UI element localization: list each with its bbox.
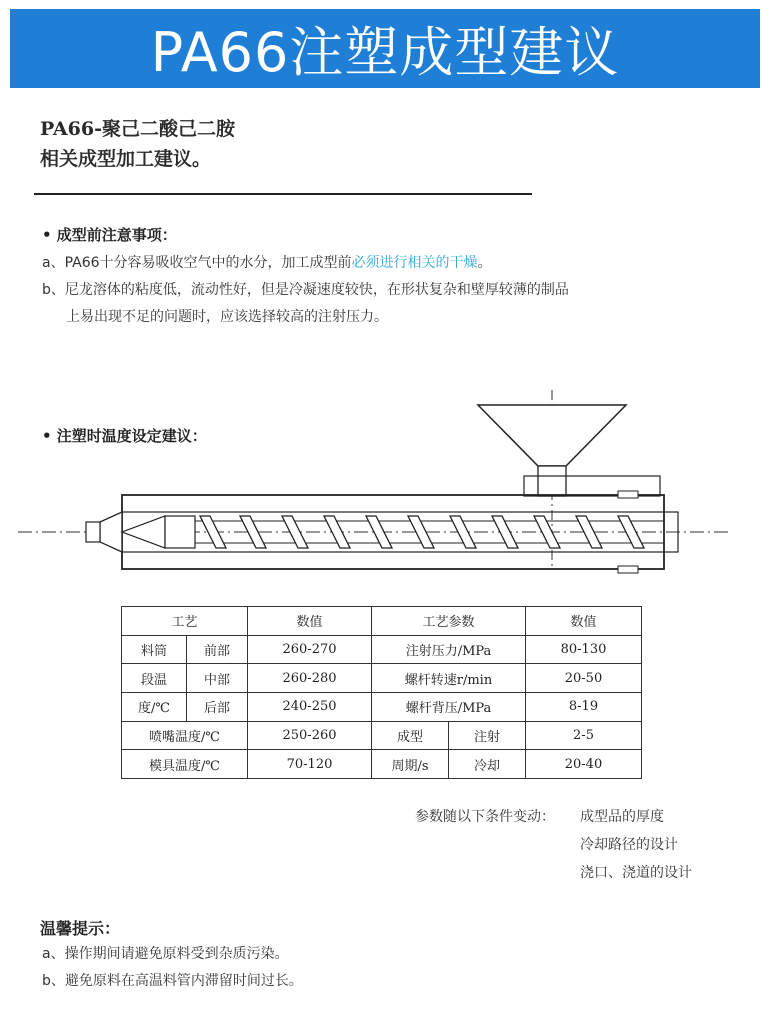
table-header-row bbox=[122, 607, 642, 636]
item-a-highlight: 必须进行相关的干燥 bbox=[351, 255, 478, 271]
heater-band-top bbox=[618, 491, 638, 498]
nozzle-temp-label: 喷嘴温度/℃ bbox=[122, 721, 248, 750]
cycle-cooling: 冷却 bbox=[449, 750, 526, 779]
hopper bbox=[478, 405, 626, 466]
cycle-injection: 注射 bbox=[449, 721, 526, 750]
zone-front: 前部 bbox=[187, 635, 248, 664]
temperature-title: • 注塑时温度设定建议： bbox=[42, 427, 207, 445]
value-back-pressure: 8-19 bbox=[526, 692, 642, 721]
injection-machine-diagram bbox=[0, 380, 770, 600]
cycle-cooling-value: 20-40 bbox=[526, 750, 642, 779]
page-heading bbox=[40, 114, 235, 174]
pre-molding-title: • 成型前注意事项： bbox=[42, 226, 177, 244]
page-banner bbox=[10, 9, 760, 88]
hopper-throat bbox=[538, 466, 566, 496]
cycle-label-1: 成型 bbox=[372, 721, 449, 750]
table-row bbox=[122, 692, 642, 721]
check-ring bbox=[165, 516, 195, 548]
banner-title: PA66注塑成型建议 bbox=[150, 21, 620, 84]
cycle-label-2: 周期/s bbox=[372, 750, 449, 779]
barrel-label-3: 度/℃ bbox=[122, 692, 187, 721]
pre-molding-item-a bbox=[42, 250, 492, 276]
tips-title: 温馨提示： bbox=[40, 919, 121, 938]
header-process: 工艺 bbox=[122, 607, 248, 636]
header-value: 数值 bbox=[248, 607, 372, 636]
condition-item: 成型品的厚度 bbox=[580, 809, 664, 825]
heading-divider bbox=[34, 193, 532, 195]
zone-middle: 中部 bbox=[187, 664, 248, 693]
nozzle-temp-value: 250-260 bbox=[248, 721, 372, 750]
header-param: 工艺参数 bbox=[372, 607, 526, 636]
cycle-injection-value: 2-5 bbox=[526, 721, 642, 750]
heading-line-2: 相关成型加工建议。 bbox=[40, 148, 212, 170]
heater-band-bottom bbox=[618, 566, 638, 573]
mold-temp-value: 70-120 bbox=[248, 750, 372, 779]
condition-item: 冷却路径的设计 bbox=[580, 837, 678, 853]
nozzle-tip bbox=[86, 522, 100, 542]
value-screw-speed: 20-50 bbox=[526, 664, 642, 693]
value-front: 260-270 bbox=[248, 635, 372, 664]
param-injection-pressure: 注射压力/MPa bbox=[372, 635, 526, 664]
tip-item-a: a、操作期间请避免原料受到杂质污染。 bbox=[42, 946, 289, 962]
pre-molding-item-b-line2: 上易出现不足的问题时，应该选择较高的注射压力。 bbox=[66, 309, 388, 325]
value-rear: 240-250 bbox=[248, 692, 372, 721]
barrel-label-1: 料筒 bbox=[122, 635, 187, 664]
mold-temp-label: 模具温度/℃ bbox=[122, 750, 248, 779]
nozzle bbox=[100, 512, 122, 552]
tip-item-b: b、避免原料在高温料管内滞留时间过长。 bbox=[42, 973, 303, 989]
item-a-suffix: 。 bbox=[477, 255, 492, 271]
value-middle: 260-280 bbox=[248, 664, 372, 693]
process-parameter-table bbox=[121, 606, 642, 779]
value-injection-pressure: 80-130 bbox=[526, 635, 642, 664]
param-back-pressure: 螺杆背压/MPa bbox=[372, 692, 526, 721]
barrel-label-2: 段温 bbox=[122, 664, 187, 693]
item-a-text: a、PA66十分容易吸收空气中的水分，加工成型前 bbox=[42, 255, 352, 271]
table-row bbox=[122, 721, 642, 750]
conditions-label: 参数随以下条件变动： bbox=[415, 809, 555, 825]
header-param-value: 数值 bbox=[526, 607, 642, 636]
screw-tip bbox=[122, 516, 165, 548]
pre-molding-item-b-line1: b、尼龙溶体的粘度低，流动性好，但是冷凝速度较快，在形状复杂和壁厚较薄的制品 bbox=[42, 282, 569, 298]
param-screw-speed: 螺杆转速r/min bbox=[372, 664, 526, 693]
zone-rear: 后部 bbox=[187, 692, 248, 721]
table-row bbox=[122, 664, 642, 693]
heading-line-1: PA66-聚己二酸己二胺 bbox=[40, 118, 235, 140]
condition-item: 浇口、浇道的设计 bbox=[580, 865, 692, 881]
table-row bbox=[122, 750, 642, 779]
table-row bbox=[122, 635, 642, 664]
